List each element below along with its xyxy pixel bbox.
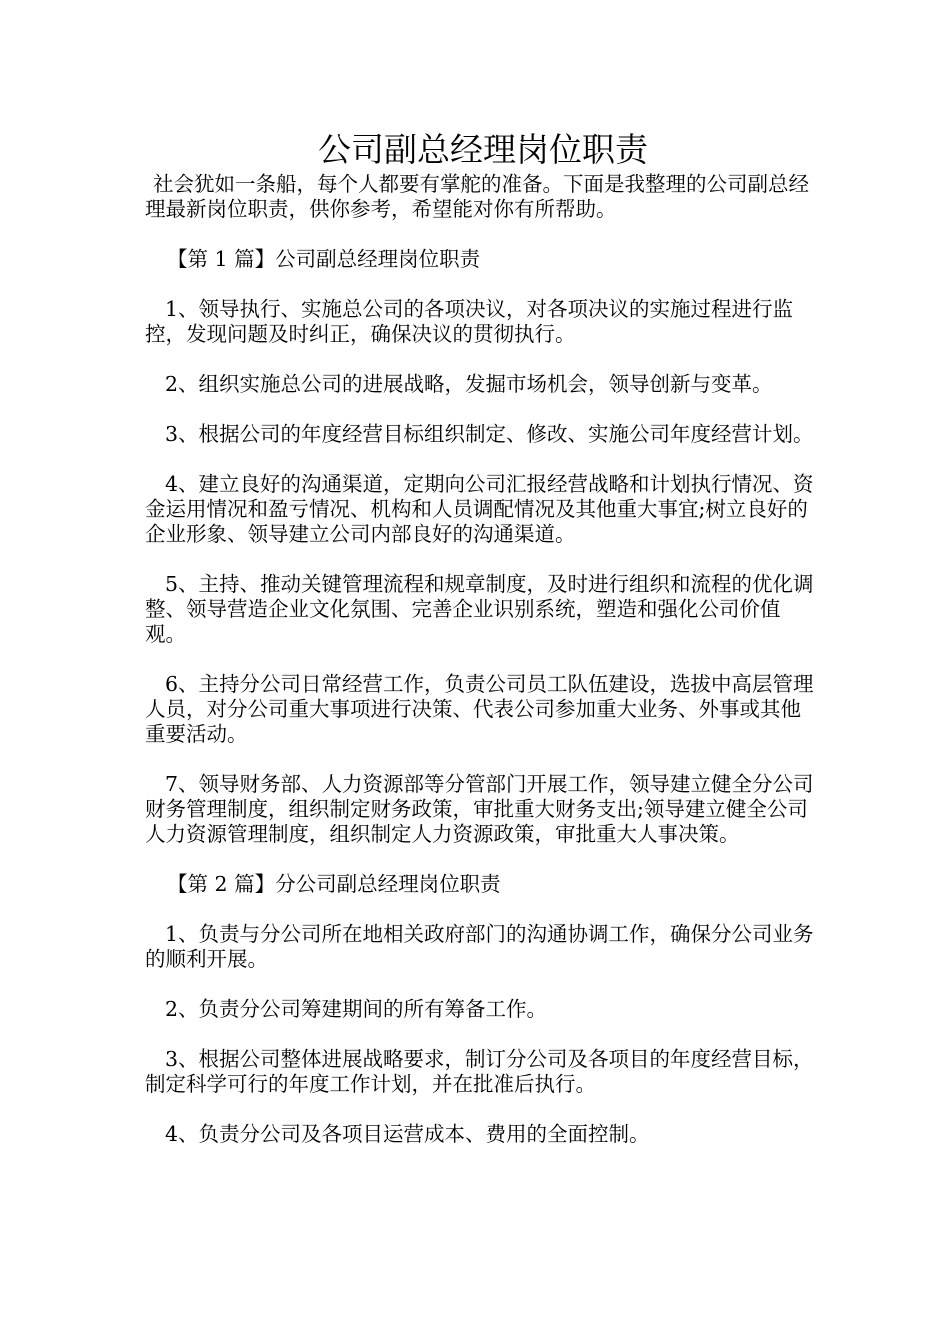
section-1-item-6: 6、主持分公司日常经营工作，负责公司员工队伍建设，选拔中高层管理人员，对分公司重大事项进行决策、代表公司参加重大业务、外事或其他重要活动。 <box>145 672 814 746</box>
section-2-item-3: 3、根据公司整体进展战略要求，制订分公司及各项目的年度经营目标，制定科学可行的年度工作计划，并在批准后执行。 <box>145 1047 814 1096</box>
document-page <box>145 128 821 1147</box>
section-1-item-4: 4、建立良好的沟通渠道，定期向公司汇报经营战略和计划执行情况、资金运用情况和盈亏情况、机构和人员调配情况及其他重大事宜;树立良好的企业形象、领导建立公司内部良好的沟通渠道。 <box>145 472 814 546</box>
intro-paragraph: 社会犹如一条船，每个人都要有掌舵的准备。下面是我整理的公司副总经理最新岗位职责，供你参考，希望能对你有所帮助。 <box>145 172 809 221</box>
section-1-item-2: 2、组织实施总公司的进展战略，发掘市场机会，领导创新与变革。 <box>165 372 773 396</box>
section-2-item-4: 4、负责分公司及各项目运营成本、费用的全面控制。 <box>165 1122 650 1146</box>
section-1-item-3: 3、根据公司的年度经营目标组织制定、修改、实施公司年度经营计划。 <box>165 422 814 446</box>
section-1-item-5: 5、主持、推动关键管理流程和规章制度，及时进行组织和流程的优化调整、领导营造企业文化氛围、完善企业识别系统，塑造和强化公司价值观。 <box>145 572 814 646</box>
section-1-heading: 【第 1 篇】公司副总经理岗位职责 <box>167 247 481 271</box>
section-1-item-7: 7、领导财务部、人力资源部等分管部门开展工作，领导建立健全分公司财务管理制度，组织制定财务政策，审批重大财务支出;领导建立健全公司人力资源管理制度，组织制定人力资源政策，审批重大人事决策。 <box>145 772 814 846</box>
section-1-item-1: 1、领导执行、实施总公司的各项决议，对各项决议的实施过程进行监控，发现问题及时纠正，确保决议的贯彻执行。 <box>145 297 794 346</box>
section-2-item-2: 2、负责分公司筹建期间的所有筹备工作。 <box>165 997 548 1021</box>
section-2-item-1: 1、负责与分公司所在地相关政府部门的沟通协调工作，确保分公司业务的顺利开展。 <box>145 922 814 971</box>
section-2-heading: 【第 2 篇】分公司副总经理岗位职责 <box>167 872 501 896</box>
document-title: 公司副总经理岗位职责 <box>318 130 648 169</box>
